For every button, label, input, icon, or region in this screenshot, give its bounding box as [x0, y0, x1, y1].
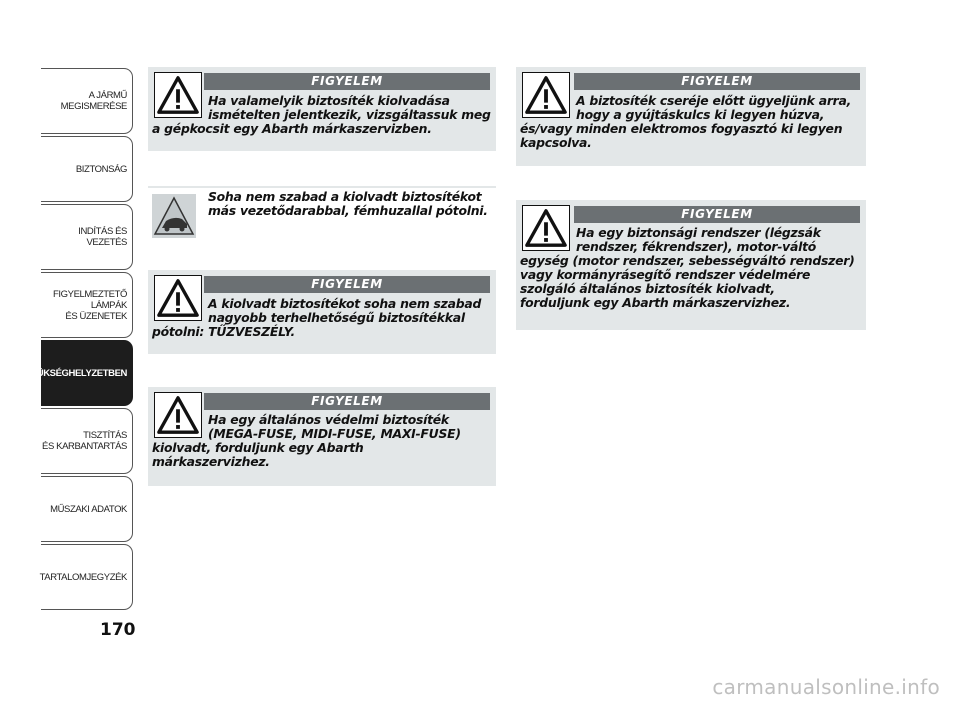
- warning-box-safety-system-fuse: [516, 200, 866, 330]
- warning-box-fire-hazard: [148, 270, 496, 354]
- tab-muszaki-adatok[interactable]: MŰSZAKI ADATOK: [41, 476, 133, 542]
- warning-heading: FIGYELEM: [574, 206, 860, 223]
- warning-box-general-fuse: [148, 387, 496, 486]
- watermark: carmanualsonline.info: [712, 675, 940, 699]
- warning-heading: FIGYELEM: [204, 393, 490, 410]
- tab-tartalomjegyzek[interactable]: TARTALOMJEGYZÉK: [41, 544, 133, 610]
- warning-box-repeated-fuse: [148, 67, 496, 151]
- note-box-fuse-replacement: [148, 186, 496, 239]
- warning-text: A kiolvadt biztosítékot soha nem szabad nagyobb terhelhetőségű biztosítékkal pótolni: TŰZVESZÉLY.: [152, 296, 482, 339]
- tab-szukseghelyzetben[interactable]: SZÜKSÉGHELYZETBEN: [41, 340, 133, 406]
- tab-figyelmezteto-lampak[interactable]: FIGYELMEZTETŐ LÁMPÁK ÉS ÜZENETEK: [41, 272, 133, 338]
- warning-box-before-replacement: [516, 67, 866, 166]
- warning-text: Ha valamelyik biztosíték kiolvadása ismételten jelentkezik, vizsgáltassuk meg a gépkocsit egy Abarth márkaszervizben.: [152, 93, 491, 136]
- warning-text: Ha egy biztonsági rendszer (légzsák rendszer, fékrendszer), motor-váltó egység (motor rendszer, sebességváltó rendszer) vagy kormányrásegítő rendszer védelmére szolgáló általános biztosíték kiolvadt, forduljunk egy Abarth márkaszervizhez.: [520, 225, 855, 310]
- warning-heading: FIGYELEM: [204, 73, 490, 90]
- tab-biztonsag[interactable]: BIZTONSÁG: [41, 136, 133, 202]
- tab-tisztitas-es-karbantartas[interactable]: TISZTÍTÁS ÉS KARBANTARTÁS: [41, 408, 133, 474]
- tab-jarmu-megismerese[interactable]: A JÁRMŰ MEGISMERÉSE: [41, 68, 133, 134]
- warning-text: Ha egy általános védelmi biztosíték (MEGA-FUSE, MIDI-FUSE, MAXI-FUSE) kiolvadt, forduljunk egy Abarth márkaszervizhez.: [152, 412, 461, 469]
- warning-heading: FIGYELEM: [204, 276, 490, 293]
- note-text: Soha nem szabad a kiolvadt biztosítékot más vezetődarabbal, fémhuzallal pótolni.: [208, 189, 488, 218]
- tab-inditas-es-vezetes[interactable]: INDÍTÁS ÉS VEZETÉS: [41, 204, 133, 270]
- warning-heading: FIGYELEM: [574, 73, 860, 90]
- page-number: 170: [100, 620, 136, 640]
- warning-text: A biztosíték cseréje előtt ügyeljünk arra, hogy a gyújtáskulcs ki legyen húzva, és/vagy minden elektromos fogyasztó ki legyen kapcsolva.: [520, 93, 852, 150]
